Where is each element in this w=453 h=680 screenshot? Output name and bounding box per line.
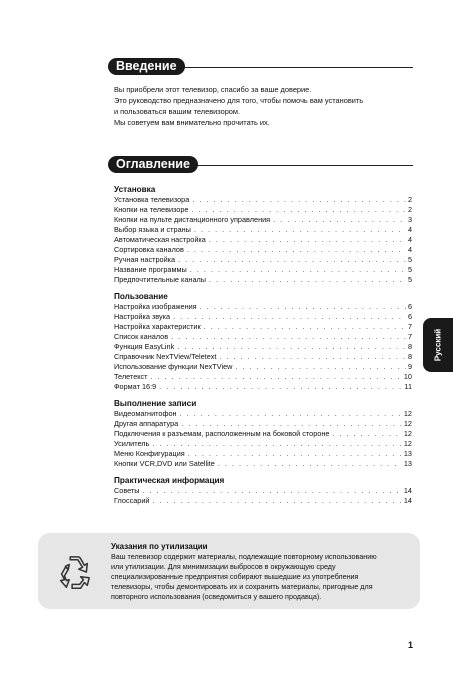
toc-leader-dots bbox=[143, 486, 402, 496]
toc-entry-label: Установка телевизора bbox=[114, 195, 190, 204]
intro-title: Введение bbox=[108, 58, 185, 75]
toc-entry-label: Функция EasyLink bbox=[114, 342, 175, 351]
toc-entry bbox=[114, 449, 412, 459]
toc-entry bbox=[114, 342, 412, 352]
toc-entry bbox=[114, 225, 412, 235]
toc-entry-label: Настройка изображения bbox=[114, 302, 197, 311]
toc-entry bbox=[114, 255, 412, 265]
toc-entry-label: Видеомагнитофон bbox=[114, 409, 177, 418]
recycling-line: специализированные предприятия собирают вышедшие из употребления bbox=[111, 572, 359, 581]
toc-entry-page: 4 bbox=[407, 245, 412, 254]
toc-entry-label: Кнопки на пульте дистанционного управления bbox=[114, 215, 271, 224]
toc-entry-label: Телетекст bbox=[114, 372, 148, 381]
recycling-line: телевизоры, чтобы демонтировать их и сохранить материалы, пригодные для bbox=[111, 582, 373, 591]
toc-entry bbox=[114, 496, 412, 506]
toc-entry-page: 2 bbox=[407, 195, 412, 204]
toc-entry-label: Название программы bbox=[114, 265, 187, 274]
toc-section-title: Выполнение записи bbox=[114, 399, 197, 408]
recycling-title: Указания по утилизации bbox=[111, 542, 208, 551]
toc-entry-page: 3 bbox=[407, 215, 412, 224]
toc-entry-label: Ручная настройка bbox=[114, 255, 176, 264]
toc-entry-label: Подключения к разъемам, расположенным на боковой стороне bbox=[114, 429, 330, 438]
toc-entry-label: Кнопки на телевизоре bbox=[114, 205, 189, 214]
recycling-line: Ваш телевизор содержит материалы, подлежащие повторному использованию bbox=[111, 552, 377, 561]
toc-entry bbox=[114, 486, 412, 496]
toc-entry-page: 13 bbox=[403, 459, 412, 468]
toc-leader-dots bbox=[151, 372, 402, 382]
toc-entry-page: 8 bbox=[407, 352, 412, 361]
language-tab-label: Русский bbox=[433, 328, 443, 362]
toc-entry-label: Справочник NexTView/Teletext bbox=[114, 352, 217, 361]
toc-section bbox=[114, 475, 412, 506]
toc-leader-dots bbox=[194, 225, 406, 235]
toc-entry bbox=[114, 245, 412, 255]
toc-entry-label: Выбор языка и страны bbox=[114, 225, 191, 234]
toc-entry-page: 12 bbox=[403, 419, 412, 428]
toc-section-title: Пользование bbox=[114, 292, 168, 301]
toc-leader-dots bbox=[177, 342, 406, 352]
toc-leader-dots bbox=[181, 419, 402, 429]
toc-entry-page: 4 bbox=[407, 225, 412, 234]
toc-entry-page: 12 bbox=[403, 439, 412, 448]
toc-leader-dots bbox=[192, 195, 406, 205]
toc-leader-dots bbox=[152, 439, 402, 449]
toc-entry-page: 14 bbox=[403, 496, 412, 505]
toc-entry-page: 6 bbox=[407, 312, 412, 321]
toc-entry-page: 12 bbox=[403, 409, 412, 418]
toc-entry-page: 5 bbox=[407, 265, 412, 274]
toc-entry-label: Усилитель bbox=[114, 439, 150, 448]
toc-leader-dots bbox=[153, 496, 402, 506]
toc-entry-page: 13 bbox=[403, 449, 412, 458]
toc-entry-label: Меню Конфигурация bbox=[114, 449, 185, 458]
toc-entry-label: Сортировка каналов bbox=[114, 245, 184, 254]
toc-entry bbox=[114, 302, 412, 312]
toc-entry-page: 9 bbox=[407, 362, 412, 371]
recycling-line: повторного использования (осведомиться у вашего продавца). bbox=[111, 592, 322, 601]
table-of-contents bbox=[114, 184, 412, 512]
toc-leader-dots bbox=[159, 382, 402, 392]
page-number: 1 bbox=[408, 640, 414, 650]
recycling-line: или утилизации. Для минимизации выбросов в окружающую среду bbox=[111, 562, 336, 571]
toc-leader-dots bbox=[187, 245, 406, 255]
intro-line: и пользоваться вашим телевизором. bbox=[114, 107, 241, 116]
toc-entry-label: Советы bbox=[114, 486, 140, 495]
recycle-icon bbox=[55, 553, 93, 593]
toc-leader-dots bbox=[218, 459, 402, 469]
toc-entry bbox=[114, 265, 412, 275]
toc-entry-page: 8 bbox=[407, 342, 412, 351]
toc-leader-dots bbox=[180, 409, 402, 419]
toc-entry bbox=[114, 215, 412, 225]
toc-section bbox=[114, 291, 412, 392]
toc-leader-dots bbox=[204, 322, 406, 332]
toc-entry bbox=[114, 332, 412, 342]
toc-entry bbox=[114, 372, 412, 382]
toc-leader-dots bbox=[219, 352, 405, 362]
toc-section-title: Установка bbox=[114, 185, 156, 194]
toc-entry-page: 11 bbox=[404, 382, 412, 391]
toc-leader-dots bbox=[178, 255, 406, 265]
toc-entry-page: 7 bbox=[407, 332, 412, 341]
toc-entry-page: 5 bbox=[407, 275, 412, 284]
toc-leader-dots bbox=[188, 449, 402, 459]
intro-line: Мы советуем вам внимательно прочитать их. bbox=[114, 118, 270, 127]
toc-entry bbox=[114, 312, 412, 322]
toc-entry bbox=[114, 195, 412, 205]
toc-entry bbox=[114, 275, 412, 285]
toc-entry-page: 7 bbox=[407, 322, 412, 331]
toc-entry-page: 6 bbox=[407, 302, 412, 311]
toc-entry-label: Список каналов bbox=[114, 332, 169, 341]
toc-entry bbox=[114, 409, 412, 419]
toc-leader-dots bbox=[190, 265, 406, 275]
toc-entry bbox=[114, 362, 412, 372]
toc-entry bbox=[114, 322, 412, 332]
toc-section-title: Практическая информация bbox=[114, 476, 225, 485]
toc-entry bbox=[114, 235, 412, 245]
toc-entry-page: 5 bbox=[407, 255, 412, 264]
toc-leader-dots bbox=[235, 362, 406, 372]
toc-entry bbox=[114, 439, 412, 449]
intro-line: Это руководство предназначено для того, чтобы помочь вам установить bbox=[114, 96, 364, 105]
toc-entry-label: Настройка характеристик bbox=[114, 322, 201, 331]
toc-entry-label: Глоссарий bbox=[114, 496, 150, 505]
toc-leader-dots bbox=[191, 205, 405, 215]
toc-entry bbox=[114, 382, 412, 392]
toc-section bbox=[114, 184, 412, 285]
toc-leader-dots bbox=[200, 302, 406, 312]
toc-entry-label: Настройка звука bbox=[114, 312, 171, 321]
toc-entry-page: 10 bbox=[403, 372, 412, 381]
toc-entry-label: Кнопки VCR,DVD или Satellite bbox=[114, 459, 215, 468]
toc-entry-label: Предпочтительные каналы bbox=[114, 275, 207, 284]
toc-entry bbox=[114, 459, 412, 469]
toc-title: Оглавление bbox=[108, 156, 198, 173]
toc-section bbox=[114, 398, 412, 469]
toc-leader-dots bbox=[209, 235, 406, 245]
recycling-text bbox=[111, 542, 411, 602]
toc-entry-label: Автоматическая настройка bbox=[114, 235, 206, 244]
toc-entry bbox=[114, 429, 412, 439]
toc-entry-label: Другая аппаратура bbox=[114, 419, 179, 428]
toc-entry bbox=[114, 205, 412, 215]
language-tab bbox=[423, 318, 453, 372]
toc-leader-dots bbox=[332, 429, 401, 439]
toc-leader-dots bbox=[273, 215, 406, 225]
toc-entry-label: Использование функции NexTView bbox=[114, 362, 233, 371]
intro-line: Вы приобрели этот телевизор, спасибо за ваше доверие. bbox=[114, 85, 312, 94]
toc-entry-page: 4 bbox=[407, 235, 412, 244]
toc-entry bbox=[114, 419, 412, 429]
toc-entry-label: Формат 16:9 bbox=[114, 382, 157, 391]
toc-leader-dots bbox=[171, 332, 406, 342]
toc-entry bbox=[114, 352, 412, 362]
toc-entry-page: 2 bbox=[407, 205, 412, 214]
toc-entry-page: 14 bbox=[403, 486, 412, 495]
toc-entry-page: 12 bbox=[403, 429, 412, 438]
toc-leader-dots bbox=[209, 275, 406, 285]
intro-text bbox=[114, 84, 414, 128]
toc-leader-dots bbox=[173, 312, 406, 322]
